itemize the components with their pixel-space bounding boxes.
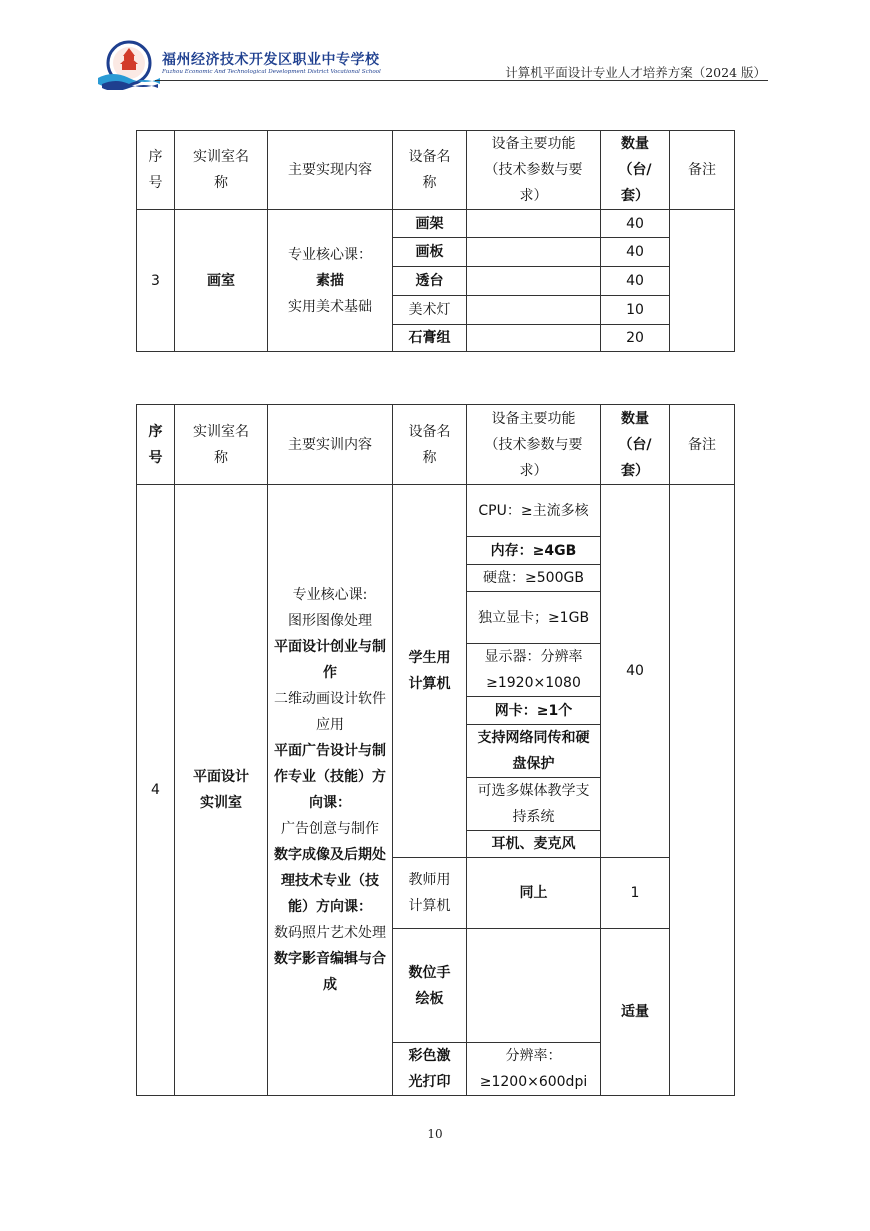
device-qty: 40: [601, 267, 670, 296]
device-name: [393, 485, 467, 858]
device-function: 硬盘：≥500GB: [467, 565, 601, 592]
content-line: 数字影音编辑与合成: [274, 951, 386, 993]
device-name: [393, 858, 467, 929]
header-device: 设备名称: [393, 131, 467, 210]
content-line: 素描: [316, 272, 344, 289]
device-function: 支持网络同传和硬盘保护: [467, 725, 601, 778]
device-name: 石膏组: [393, 325, 467, 352]
training-room-table-3: [136, 130, 735, 352]
note-cell: [670, 485, 735, 1096]
main-content: [268, 210, 393, 352]
device-function: [467, 325, 601, 352]
content-line: 平面广告设计与制作专业（技能）方向课：: [274, 743, 386, 811]
device-name-text: 彩色激光打印: [408, 1048, 451, 1090]
device-function: 分辨率：≥1200×600dpi: [467, 1043, 601, 1096]
header-content: 主要实现内容: [268, 131, 393, 210]
content-line: 广告创意与制作: [281, 821, 379, 837]
header-no: 序号: [137, 131, 175, 210]
device-name: 画架: [393, 210, 467, 238]
header-no: 序号: [137, 405, 175, 485]
content-line: 实用美术基础: [288, 298, 372, 315]
device-name: 画板: [393, 238, 467, 267]
device-function: 同上: [467, 858, 601, 929]
training-room-table-4: [136, 404, 735, 1096]
device-name: [393, 929, 467, 1043]
device-function: [467, 296, 601, 325]
device-function: 可选多媒体教学支持系统: [467, 778, 601, 831]
room-name: 画室: [175, 210, 268, 352]
header-note: 备注: [670, 131, 735, 210]
device-name: 透台: [393, 267, 467, 296]
device-function: 耳机、麦克风: [467, 831, 601, 858]
table-header-row: [137, 405, 735, 485]
device-qty: 1: [601, 858, 670, 929]
device-function: CPU：≥主流多核: [467, 485, 601, 537]
table-row: [137, 210, 735, 238]
content-line: 数字成像及后期处理技术专业（技能）方向课：: [274, 847, 386, 915]
header-qty: 数量（台/套）: [601, 405, 670, 485]
document-title: 计算机平面设计专业人才培养方案（2024 版）: [505, 65, 766, 80]
device-function: 网卡：≥1个: [467, 697, 601, 725]
header-room: 实训室名称: [175, 405, 268, 485]
main-content: [268, 485, 393, 1096]
device-name: [393, 1043, 467, 1096]
school-name-en: Fuzhou Economic And Technological Development District Vocational School: [162, 69, 381, 75]
content-line: 数码照片艺术处理: [274, 925, 386, 941]
device-function: [467, 210, 601, 238]
device-function: [467, 929, 601, 1043]
row-no: 4: [137, 485, 175, 1096]
device-qty: 适量: [601, 929, 670, 1096]
page-number: 10: [427, 1127, 443, 1141]
page-header: [0, 0, 870, 100]
content-line: 图形图像处理: [288, 613, 372, 629]
school-name-cn: 福州经济技术开发区职业中专学校: [162, 52, 380, 68]
device-qty: 40: [601, 485, 670, 858]
device-function: 独立显卡；≥1GB: [467, 592, 601, 644]
header-function: 设备主要功能（技术参数与要求）: [467, 405, 601, 485]
content-line: 专业核心课:: [292, 587, 368, 603]
header-content: 主要实训内容: [268, 405, 393, 485]
room-name-text: 平面设计实训室: [193, 769, 249, 811]
header-device: 设备名称: [393, 405, 467, 485]
table-row: [137, 485, 735, 537]
header-room: 实训室名称: [175, 131, 268, 210]
content-line: 平面设计创业与制作: [274, 639, 386, 681]
note-cell: [670, 210, 735, 352]
device-function: 显示器：分辨率≥1920×1080: [467, 644, 601, 697]
table-header-row: [137, 131, 735, 210]
device-qty: 40: [601, 238, 670, 267]
device-function: [467, 238, 601, 267]
header-qty: 数量（台/套）: [601, 131, 670, 210]
device-name-text: 教师用计算机: [408, 872, 451, 914]
device-function: 内存：≥4GB: [467, 537, 601, 565]
device-name: 美术灯: [393, 296, 467, 325]
device-qty: 40: [601, 210, 670, 238]
device-function: [467, 267, 601, 296]
row-no: 3: [137, 210, 175, 352]
school-logo-icon: [98, 40, 160, 90]
header-note: 备注: [670, 405, 735, 485]
header-function: 设备主要功能（技术参数与要求）: [467, 131, 601, 210]
content-line: 二维动画设计软件应用: [274, 691, 386, 733]
device-qty: 20: [601, 325, 670, 352]
content-line: 专业核心课：: [288, 246, 372, 263]
device-qty: 10: [601, 296, 670, 325]
device-name-text: 学生用计算机: [408, 650, 451, 692]
device-name-text: 数位手绘板: [408, 964, 451, 1007]
header-divider: [155, 80, 768, 81]
room-name: [175, 485, 268, 1096]
